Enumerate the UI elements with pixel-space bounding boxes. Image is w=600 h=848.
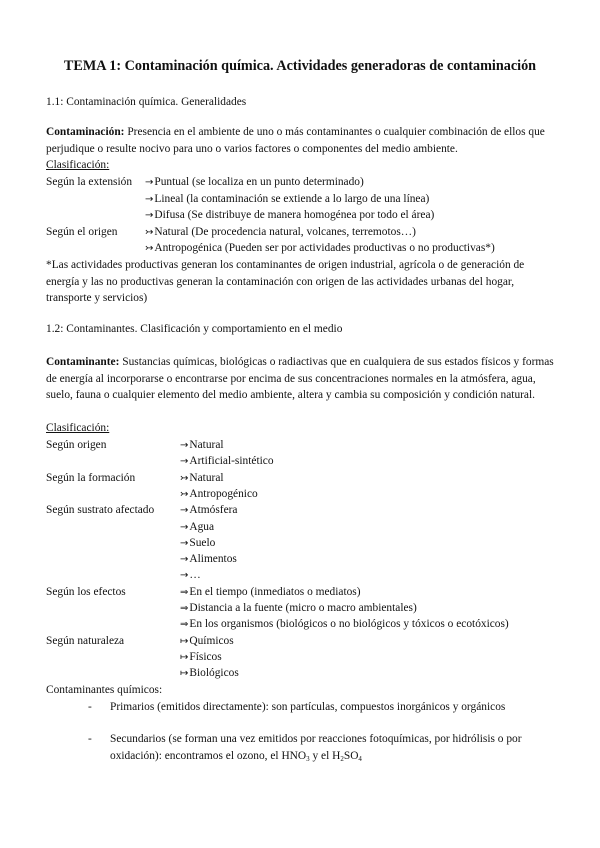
row-value: Antropogénico <box>189 488 258 500</box>
row-value: Lineal (la contaminación se extiende a lo largo de una línea) <box>154 193 430 205</box>
arrow-icon: ⇒ <box>180 619 189 630</box>
classification-label: Clasificación: <box>46 422 110 434</box>
formula-h2so4: $H_2SO_4$ <box>332 749 362 763</box>
arrow-icon: ⇒ <box>180 603 189 614</box>
footnote: *Las actividades productivas generan los contaminantes de origen industrial, agrícola o de generación de energía y las no productivas generan la contaminación con origen de las actividades urbanas del hogar, transporte y servicios) <box>46 259 525 304</box>
definition-term: Contaminante: <box>46 356 120 368</box>
bullet-text: Primarios (emitidos directamente): son partículas, compuestos inorgánicos y orgánicos <box>110 701 506 713</box>
row-value: Biológicos <box>189 667 239 679</box>
dash-icon: - <box>88 701 92 713</box>
arrow-icon: → <box>180 538 189 549</box>
row-label: Según la formación <box>46 472 136 484</box>
row-label: Según la extensión <box>46 176 133 188</box>
dash-icon: - <box>88 733 92 745</box>
arrow-icon: → <box>145 177 154 188</box>
row-value: Natural (De procedencia natural, volcanes, terremotos…) <box>154 226 416 238</box>
arrow-icon: ↦ <box>180 652 189 663</box>
row-label: Según los efectos <box>46 586 126 598</box>
row-value: En el tiempo (inmediatos o mediatos) <box>189 586 361 598</box>
arrow-icon: → <box>180 554 189 565</box>
row-value: Químicos <box>189 635 234 647</box>
arrow-icon: ↣ <box>145 243 154 254</box>
classification-label: Clasificación: <box>46 159 110 171</box>
row-value: Natural <box>189 472 224 484</box>
row-value: Artificial-sintético <box>189 455 274 467</box>
arrow-icon: ↣ <box>180 473 189 484</box>
arrow-icon: → <box>180 456 189 467</box>
row-value: Puntual (se localiza en un punto determinado) <box>154 176 364 188</box>
definition-text: Sustancias químicas, biológicas o radiactivas que en cualquiera de sus estados físicos y formas de energía al incorporarse o encontrarse por encima de sus concentraciones normales en la atmósfera, agua, suelo, fauna o cualquier elemento del medio ambiente, altera y cambia su composición y condición natural. <box>46 356 554 401</box>
arrow-icon: → <box>180 440 189 451</box>
bullet-text: Secundarios (se forman una vez emitidos por reacciones fotoquímicas, por hidrólisis o por oxidación): encontramos el ozono, el $HNO_3$ y el $H_2SO_4$ <box>110 733 522 763</box>
arrow-icon: ⇒ <box>180 587 189 598</box>
row-value: Agua <box>189 521 215 533</box>
row-value: Antropogénica (Pueden ser por actividades productivas o no productivas*) <box>154 242 495 254</box>
row-value: Alimentos <box>189 553 237 565</box>
contaminante-definition <box>46 354 558 404</box>
contaminacion-definition <box>46 124 558 157</box>
row-value: Difusa (Se distribuye de manera homogénea por todo el área) <box>154 209 435 221</box>
definition-text: Presencia en el ambiente de uno o más contaminantes o cualquier combinación de ellos que perjudique o resulte nocivo para uno o varios factores o componentes del medio ambiente. <box>46 126 545 155</box>
section-heading-1-1: 1.1: Contaminación química. Generalidades <box>46 96 247 108</box>
arrow-icon: ↣ <box>180 489 189 500</box>
row-value: Distancia a la fuente (micro o macro ambientales) <box>189 602 417 614</box>
arrow-icon: ↦ <box>180 668 189 679</box>
chemical-contaminants-heading: Contaminantes químicos: <box>46 684 163 696</box>
document-title: TEMA 1: Contaminación química. Actividades generadoras de contaminación <box>63 58 537 74</box>
row-value: Natural <box>189 439 224 451</box>
arrow-icon: ↣ <box>145 227 154 238</box>
row-value: Atmósfera <box>189 504 238 516</box>
row-value: Suelo <box>189 537 216 549</box>
row-value: … <box>189 569 201 581</box>
row-label: Según origen <box>46 439 107 451</box>
arrow-icon: ↦ <box>180 636 189 647</box>
row-label: Según el origen <box>46 226 118 238</box>
row-value: Físicos <box>189 651 222 663</box>
arrow-icon: → <box>145 194 154 205</box>
row-label: Según naturaleza <box>46 635 125 647</box>
arrow-icon: → <box>180 522 189 533</box>
row-label: Según sustrato afectado <box>46 504 155 516</box>
section-heading-1-2: 1.2: Contaminantes. Clasificación y comportamiento en el medio <box>46 323 343 335</box>
row-value: En los organismos (biológicos o no biológicos y tóxicos o ecotóxicos) <box>189 618 509 630</box>
formula-hno3: $HNO_3$ <box>281 749 310 763</box>
arrow-icon: → <box>180 570 189 581</box>
arrow-icon: → <box>180 505 189 516</box>
arrow-icon: → <box>145 210 154 221</box>
definition-term: Contaminación: <box>46 126 125 138</box>
